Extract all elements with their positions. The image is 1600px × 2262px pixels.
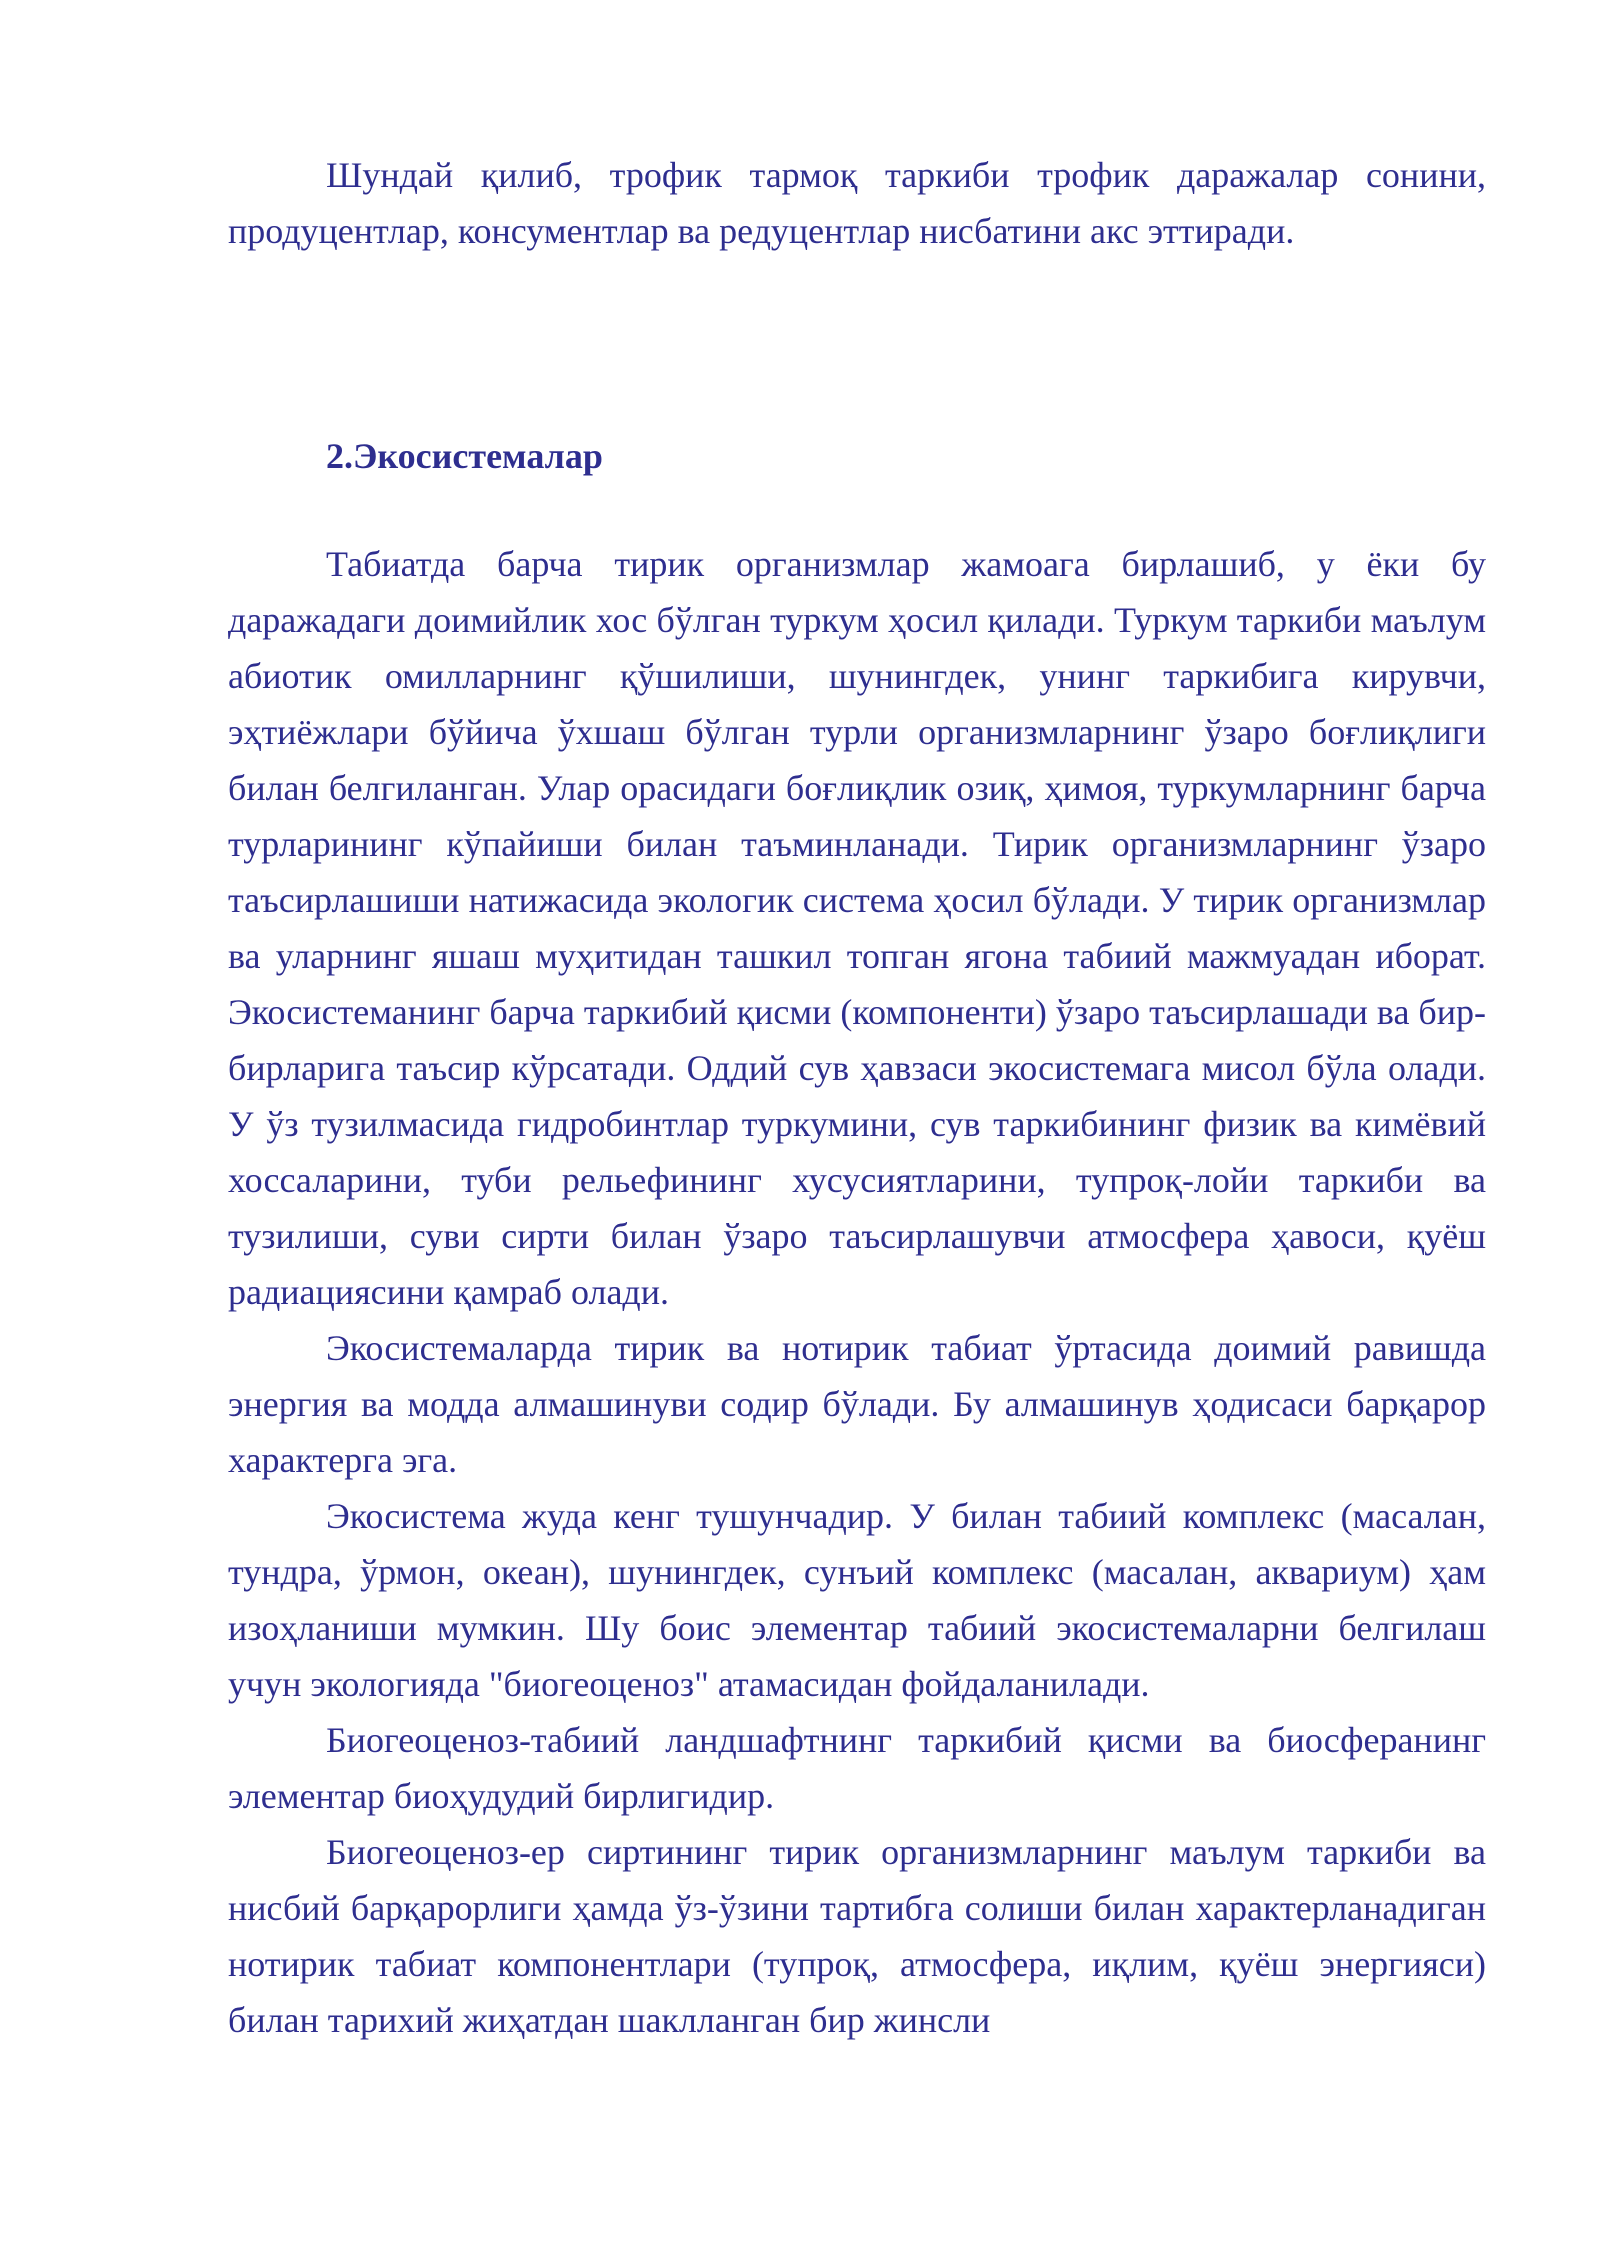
paragraph-ecosystem-definition: Табиатда барча тирик организмлар жамоага бирлашиб, у ёки бу даражадаги доимийлик хос бўлган туркум ҳосил қилади. Туркум таркиби маълум абиотик омилларнинг қўшилиши, шунингдек, унинг таркибига кирувчи, эҳтиёжлари бўйича ўхшаш бўлган турли организмларнинг ўзаро боғлиқлиги билан белгиланган. Улар орасидаги боғлиқлик озиқ, ҳимоя, туркумларнинг барча турларининг кўпайиши билан таъминланади. Тирик организмларнинг ўзаро таъсирлашиши натижасида экологик система ҳосил бўлади. У тирик организмлар ва уларнинг яшаш муҳитидан ташкил топган ягона табиий мажмуадан иборат. Экосистеманинг барча таркибий қисми (компоненти) ўзаро таъсирлашади ва бир-бирларига таъсир кўрсатади. Оддий сув ҳавзаси экосистемага мисол бўла олади. У ўз тузилмасида гидробинтлар туркумини, сув таркибининг физик ва кимёвий хоссаларини, туби рельефининг хусусиятларини, тупроқ-лойи таркиби ва тузилиши, суви сирти билан ўзаро таъсирлашувчи атмосфера ҳавоси, қуёш радиациясини қамраб олади. [228,544,1486,1312]
paragraph-energy-exchange: Экосистемаларда тирик ва нотирик табиат ўртасида доимий равишда энергия ва модда алмашинуви содир бўлади. Бу алмашинув ҳодисаси барқарор характерга эга. [228,1328,1486,1480]
body-text [228,536,1486,2048]
intro-block [228,147,1486,259]
paragraph-biogeocenosis-unit: Биогеоценоз-табиий ландшафтнинг таркибий қисми ва биосферанинг элементар биоҳудудий бирлигидир. [228,1720,1486,1816]
intro-paragraph: Шундай қилиб, трофик тармоқ таркиби трофик даражалар сонини, продуцентлар, консументлар ва редуцентлар нисбатини акс эттиради. [228,155,1486,251]
paragraph-ecosystem-concept: Экосистема жуда кенг тушунчадир. У билан табиий комплекс (масалан, тундра, ўрмон, океан), шунингдек, сунъий комплекс (масалан, аквариум) ҳам изоҳланиши мумкин. Шу боис элементар табиий экосистемаларни белгилаш учун экологияда "биогеоценоз" атамасидан фойдаланилади. [228,1496,1486,1704]
paragraph-biogeocenosis-definition: Биогеоценоз-ер сиртининг тирик организмларнинг маълум таркиби ва нисбий барқарорлиги ҳамда ўз-ўзини тартибга солиши билан характерланадиган нотирик табиат компонентлари (тупроқ, атмосфера, иқлим, қуёш энергияси) билан тарихий жиҳатдан шаклланган бир жинсли [228,1832,1486,2040]
section-heading: 2.Экосистемалар [326,436,603,476]
